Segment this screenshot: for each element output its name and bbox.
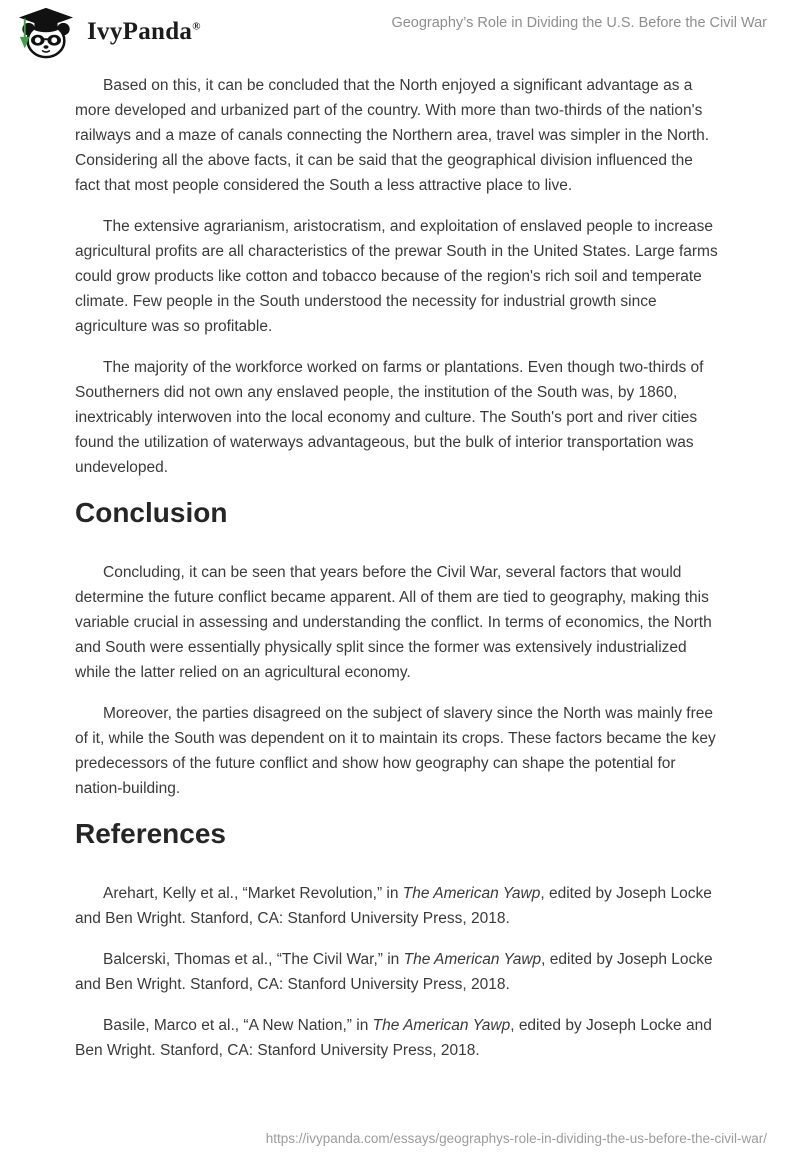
reference-text: Basile, Marco et al., “A New Nation,” in xyxy=(103,1017,373,1034)
reference-text: , edited by Joseph Locke and Ben Wright. Stanford, CA: Stanford University Press, 2018. xyxy=(75,1017,712,1059)
source-url-link[interactable]: https://ivypanda.com/essays/geographys-role-in-dividing-the-us-before-the-civil-war/ xyxy=(265,1131,767,1146)
reference-text: , edited by Joseph Locke and Ben Wright. Stanford, CA: Stanford University Press, 2018. xyxy=(75,885,712,927)
reference-text: Balcerski, Thomas et al., “The Civil War,” in xyxy=(103,951,404,968)
reference-item xyxy=(75,1013,722,1063)
section-heading-conclusion: Conclusion xyxy=(75,497,228,528)
reference-text: Arehart, Kelly et al., “Market Revolution,” in xyxy=(103,885,403,902)
reference-item xyxy=(75,947,722,997)
essay-paragraph: The majority of the workforce worked on farms or plantations. Even though two-thirds of Southerners did not own any enslaved people, the institution of the South was, by 1860, inextricably interwoven into the local economy and culture. The South's port and river cities found the utilization of waterways advantageous, but the bulk of interior transportation was undeveloped. xyxy=(75,359,704,476)
essay-paragraph: Concluding, it can be seen that years before the Civil War, several factors that would determine the future conflict became apparent. All of them are tied to geography, making this variable crucial in assessing and understanding the conflict. In terms of economics, the North and South were essentially physically split since the former was extensively industrialized while the latter relied on an agricultural economy. xyxy=(75,564,712,681)
reference-book-title: The American Yawp xyxy=(402,885,541,902)
registered-mark: ® xyxy=(192,20,201,33)
reference-text: , edited by Joseph Locke and Ben Wright. Stanford, CA: Stanford University Press, 2018. xyxy=(75,951,713,993)
header-bar xyxy=(15,4,201,60)
section-heading-references: References xyxy=(75,818,226,849)
reference-book-title: The American Yawp xyxy=(403,951,542,968)
ivypanda-logo-icon[interactable] xyxy=(15,4,77,60)
essay-paragraph: The extensive agrarianism, aristocratism, and exploitation of enslaved people to increase agricultural profits are all characteristics of the prewar South in the United States. Large farms could grow products like cotton and tobacco because of the region's rich soil and temperate climate. Few people in the South understood the necessity for industrial growth since agriculture was so profitable. xyxy=(75,218,718,335)
reference-item xyxy=(75,881,722,931)
reference-book-title: The American Yawp xyxy=(372,1017,511,1034)
document-title: Geography’s Role in Dividing the U.S. Before the Civil War xyxy=(391,15,767,31)
brand-wordmark[interactable] xyxy=(87,18,201,46)
essay-content xyxy=(75,73,722,1079)
essay-paragraph: Based on this, it can be concluded that the North enjoyed a significant advantage as a more developed and urbanized part of the country. With more than two-thirds of the nation's railways and a maze of canals connecting the Northern area, travel was simpler in the North. Considering all the above facts, it can be said that the geographical division influenced the fact that most people considered the South a less attractive place to live. xyxy=(75,77,710,194)
essay-paragraph: Moreover, the parties disagreed on the subject of slavery since the North was mainly free of it, while the South was dependent on it to maintain its crops. These factors became the key predecessors of the future conflict and show how geography can shape the potential for nation-building. xyxy=(75,705,716,797)
brand-name: IvyPanda xyxy=(87,18,193,45)
